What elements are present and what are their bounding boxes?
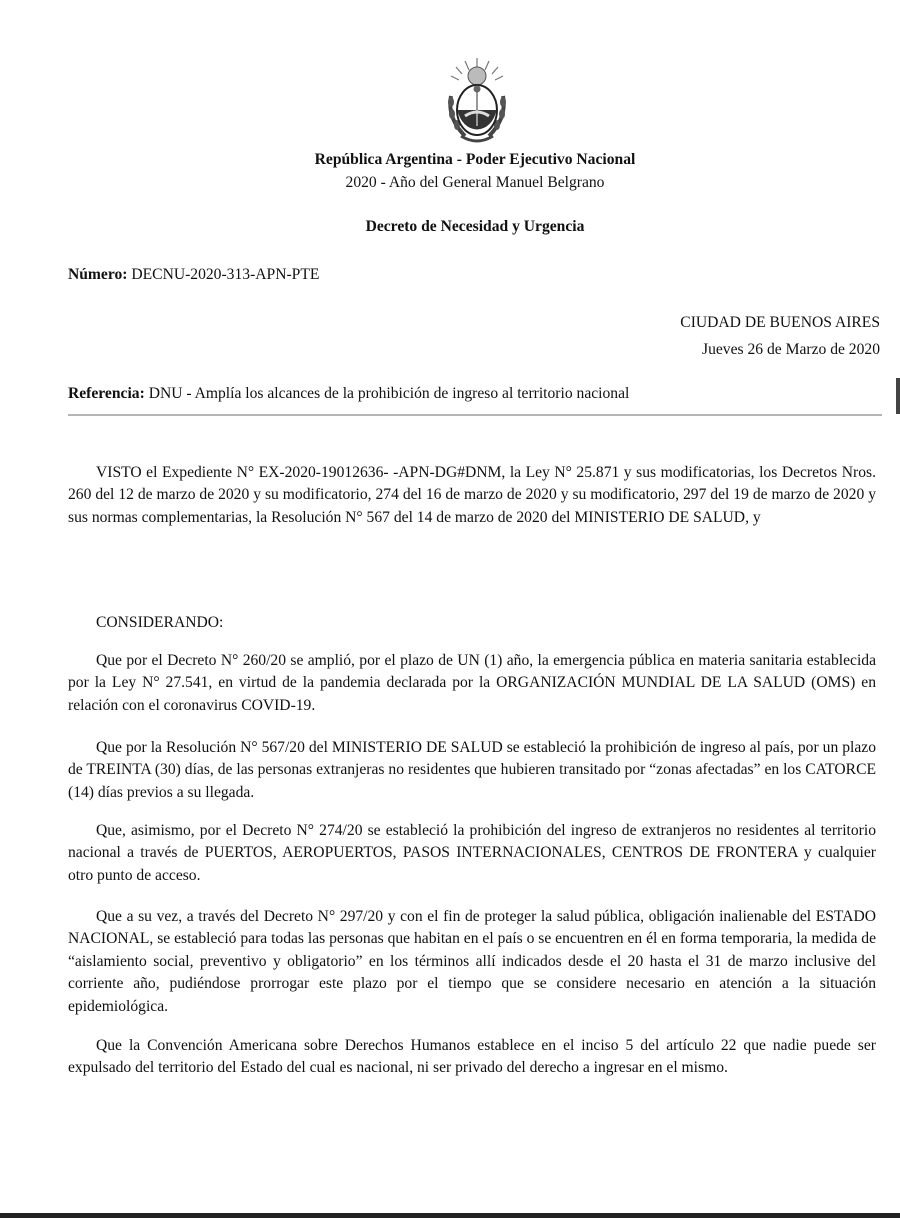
issuer-heading: República Argentina - Poder Ejecutivo Nacional — [314, 151, 636, 168]
bottom-border — [0, 1213, 900, 1218]
considerando-paragraph: Que por la Resolución N° 567/20 del MINISTERIO DE SALUD se estableció la prohibición de ingreso al país, por un plazo de TREINTA (30) días, de las personas extranjeras no residentes que hubieren transitado por “zonas afectadas” en los CATORCE (14) días previos a su llegada. — [68, 739, 876, 801]
considerando-paragraph: Que la Convención Americana sobre Derechos Humanos establece en el inciso 5 del artículo 22 que nadie puede ser expulsado del territorio del Estado del cual es nacional, ni ser privado del derecho a ingresar en el mismo. — [68, 1037, 876, 1077]
document-type: Decreto de Necesidad y Urgencia — [365, 218, 585, 235]
document-number — [68, 264, 319, 286]
document-number-value: DECNU-2020-313-APN-PTE — [131, 266, 320, 283]
considerando-paragraph: Que a su vez, a través del Decreto N° 297/20 y con el fin de proteger la salud pública, obligación inalienable del ESTADO NACIONAL, se estableció para todas las personas que habitan en el país o se encuentren en él en forma temporaria, la medida de “aislamiento social, preventivo y obligatorio” en los términos allí indicados desde el 20 hasta el 31 de marzo inclusive del corriente año, pudiéndose prorrogar este plazo por el tiempo que se considere necesario en atención a la situación epidemiológica. — [68, 908, 876, 1015]
national-coat-of-arms-icon — [441, 56, 513, 150]
considerando-paragraph: Que por el Decreto N° 260/20 se amplió, por el plazo de UN (1) año, la emergencia pública en materia sanitaria establecida por la Ley N° 27.541, en virtud de la pandemia declarada por la ORGANIZACIÓN MUNDIAL DE LA SALUD (OMS) en relación con el coronavirus COVID-19. — [68, 652, 876, 714]
date: Jueves 26 de Marzo de 2020 — [702, 341, 880, 358]
considerando-heading: CONSIDERANDO: — [96, 614, 224, 631]
reference-value: DNU - Amplía los alcances de la prohibición de ingreso al territorio nacional — [148, 385, 630, 402]
year-motto: 2020 - Año del General Manuel Belgrano — [345, 174, 605, 191]
reference-label: Referencia: — [68, 385, 145, 402]
visto-paragraph: VISTO el Expediente N° EX-2020-19012636- -APN-DG#DNM, la Ley N° 25.871 y sus modificatorias, los Decretos Nros. 260 del 12 de marzo de 2020 y su modificatorio, 274 del 16 de marzo de 2020 y su modificatorio, 297 del 19 de marzo de 2020 y sus normas complementarias, la Resolución N° 567 del 14 de marzo de 2020 del MINISTERIO DE SALUD, y — [68, 464, 876, 526]
page-edge-mark — [896, 378, 900, 414]
considerando-paragraph: Que, asimismo, por el Decreto N° 274/20 se estableció la prohibición del ingreso de extranjeros no residentes al territorio nacional a través de PUERTOS, AEROPUERTOS, PASOS INTERNACIONALES, CENTROS DE FRONTERA y cualquier otro punto de acceso. — [68, 822, 876, 884]
document-number-label: Número: — [68, 266, 128, 283]
divider — [68, 414, 882, 416]
reference — [68, 383, 629, 405]
place: CIUDAD DE BUENOS AIRES — [680, 314, 880, 331]
